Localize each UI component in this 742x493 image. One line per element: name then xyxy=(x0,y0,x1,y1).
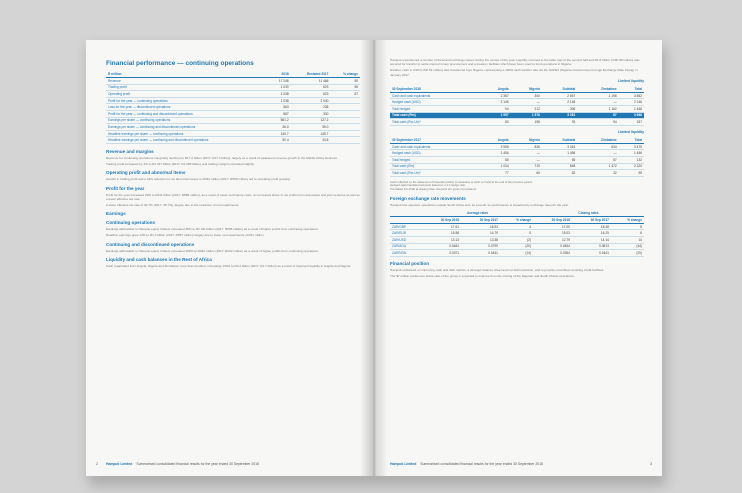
page-title: Financial performance — continuing operations xyxy=(106,60,254,67)
section-paragraph: Cash repatriated from Angola, Nigeria and Zimbabwe more than doubled, increasing 130% to R3.4 billion (2017: R1.7 billion) as a result of improved liquidity in Angola and Nigeria. xyxy=(106,263,352,268)
section-heading: Liquidity and cash balances in the Rest of Africa xyxy=(106,256,212,262)
table-row xyxy=(390,112,644,119)
table-cell: Earnings per share — continuing operations xyxy=(106,117,269,124)
section-heading: Continuing operations xyxy=(106,220,155,226)
table-cell: Trading profit xyxy=(106,84,269,91)
table-cell: 13.38 xyxy=(461,236,500,243)
table-cell: 238 xyxy=(291,104,331,111)
table-cell: Total cash (Rm-Un)* xyxy=(390,170,479,177)
table-cell: 212 xyxy=(511,106,542,113)
table-cell: 300 xyxy=(511,92,542,99)
table-cell: 149.7 xyxy=(269,130,291,137)
column-header: 30 Sep 2017 xyxy=(461,216,500,223)
column-header: Angola xyxy=(479,86,510,93)
fx-heading: Foreign exchange rate movements xyxy=(390,195,466,201)
note-line: Translated into USD at closing rates. Amounts are gross of provisions. xyxy=(390,186,477,191)
table-cell: 2 146 xyxy=(479,99,510,106)
left-page xyxy=(86,40,372,476)
table-cell: Headline earnings per share — continuing and discontinued operations xyxy=(106,137,269,144)
column-header: Subtotal xyxy=(542,137,577,144)
financial-position-heading: Financial position xyxy=(390,260,430,266)
column-header: Angola xyxy=(479,137,510,144)
table-cell: 2 357 xyxy=(479,92,510,99)
table-cell: 0.0441 xyxy=(572,250,611,257)
table-cell: 3 081 xyxy=(542,112,577,119)
page-number: 2 xyxy=(96,462,98,466)
table-cell: 2 146 xyxy=(619,99,644,106)
table-cell: 15.58 xyxy=(422,230,461,237)
table-cell: 3 852 xyxy=(619,92,644,99)
column-header: Zimbabwe xyxy=(577,86,618,93)
table-cell: — xyxy=(511,156,542,163)
section-paragraph: Profit for the year increased 29% to R311 billion (2017: R886 million), as a result of lower net finance costs, an increased share of net profits from associates and joint ventures as well as a lower effective tax rate. xyxy=(106,192,360,201)
table-cell: (20) xyxy=(611,250,644,257)
table-row xyxy=(390,106,644,113)
column-header: Nigeria xyxy=(511,86,542,93)
table-cell: ZAR/NGN xyxy=(390,250,422,257)
table-row xyxy=(390,156,644,163)
table-cell: 65 xyxy=(479,156,510,163)
table-cell: Total hedged xyxy=(390,156,479,163)
table-cell: 2 556 xyxy=(479,143,510,150)
note-line: Hedged cash translated amounts based on a 1:1 hedge ratio. xyxy=(390,183,466,188)
table-row xyxy=(390,250,644,257)
table-cell xyxy=(330,137,360,144)
table-cell: 12.79 xyxy=(533,236,572,243)
table-cell: 1 957 xyxy=(479,112,510,119)
liquidity-table-2017 xyxy=(390,137,644,177)
table-row xyxy=(106,104,360,111)
table-cell: 5 xyxy=(500,230,533,237)
table-cell: 0.0813 xyxy=(572,243,611,250)
table-cell: 17 246 xyxy=(269,78,291,85)
column-header: Nigeria xyxy=(511,137,542,144)
table-cell: 14.14 xyxy=(572,236,611,243)
table-row xyxy=(390,163,644,170)
table-cell: 8 xyxy=(611,230,644,237)
column-header: 30 Sep 2018 xyxy=(422,216,461,223)
footer-text: Summarised consolidated financial results for the year ended 30 September 2018 xyxy=(136,462,259,466)
table-cell: (14) xyxy=(500,250,533,257)
table-cell: 1 456 xyxy=(479,150,510,157)
table-row xyxy=(390,119,644,126)
intro-paragraph: Hampok experienced a number of fiscal and exchange issues during the course of the year. Liquidity returned to the latter part of the second half and R1.8 billion (USD 80 million) was secured for transfer to settle internal Group procurement and a treasury facilities which have been used to fund operations in Nigeria. xyxy=(390,58,640,67)
table-cell: Profit for the year — continuing operations xyxy=(106,97,269,104)
financial-position-paragraph: Hampok embarked on improving cash and debt metrics, a stronger balance sheet and net debt reduction, and to provide committed revolving credit facilities. xyxy=(390,267,605,272)
table-row xyxy=(106,137,360,144)
section-paragraph: Revenue for continuing operations marginally declined to R17.2 billion (2017: R17.4 billion), largely as a result of weakened revenue growth in the Middle Africa business. xyxy=(106,155,338,160)
table-cell: 3 315 xyxy=(542,143,577,150)
table-cell: Hedged cash (USD) xyxy=(390,99,479,106)
table-cell: 17.61 xyxy=(422,223,461,230)
table-cell: Total cash (Rm) xyxy=(390,112,479,119)
table-cell: 3 668 xyxy=(619,112,644,119)
table-cell: ZAR/USD xyxy=(390,236,422,243)
table-cell: Loss for the year — discontinued operations xyxy=(106,104,269,111)
section-heading: Profit for the year xyxy=(106,185,145,191)
table-row xyxy=(106,91,360,98)
table-cell: 1 468 xyxy=(619,106,644,113)
table-cell: 563 xyxy=(269,104,291,111)
table-cell xyxy=(330,130,360,137)
intro-paragraph: Nitrobel, cash in USD (USD 81 million) was transferred from Nigeria, representing a 100% cash transfer rate via the NAFEX (Nigerian Autonomous Foreign Exchange Rate Fixing) in January 2017. xyxy=(390,68,638,77)
financial-summary-table xyxy=(106,71,360,144)
table-cell: 4 xyxy=(500,223,533,230)
section-heading: Continuing and discontinued operations xyxy=(106,241,195,247)
table-cell: 2 040 xyxy=(291,97,331,104)
table-cell: 0.0371 xyxy=(422,250,461,257)
table-cell: 14.79 xyxy=(461,230,500,237)
left-sections xyxy=(106,149,360,268)
table-cell: 50 xyxy=(330,78,360,85)
table-cell: 330 xyxy=(291,110,331,117)
table-row xyxy=(106,97,360,104)
table-cell xyxy=(330,97,360,104)
table-row xyxy=(390,99,644,106)
table-cell: 93 xyxy=(542,119,577,126)
table-cell: 15.03 xyxy=(533,230,572,237)
table-notes xyxy=(390,181,644,192)
table-cell: 13.13 xyxy=(422,236,461,243)
table-cell: Earnings per share — continuing and discontinued operations xyxy=(106,124,269,131)
table-row xyxy=(106,124,360,131)
table-row xyxy=(390,143,644,150)
table-row xyxy=(390,230,644,237)
table-cell: 8 xyxy=(611,223,644,230)
table-row xyxy=(390,223,644,230)
table-row xyxy=(106,110,360,117)
table-cell: Total hedged xyxy=(390,106,479,113)
table-cell: (2) xyxy=(500,236,533,243)
open-brochure xyxy=(86,40,662,476)
table-cell: 2 657 xyxy=(542,92,577,99)
fx-text: Hampok has selective operations outside South Africa and, as a result, its performance is impacted by exchange rates for the year. xyxy=(390,202,569,207)
table-cell: 0.0431 xyxy=(461,250,500,257)
table-cell: 623 xyxy=(291,84,331,91)
table-cell: Profit for the year — continuing and discontinued operations xyxy=(106,110,269,117)
footer-brand: Hampok Limited xyxy=(106,462,133,466)
column-header: % change xyxy=(611,216,644,223)
table-cell: 65 xyxy=(330,84,360,91)
table-cell: 1 038 xyxy=(269,91,291,98)
table-cell xyxy=(330,124,360,131)
column-header: 30 September 2017 xyxy=(390,137,479,144)
table-cell: 55.0 xyxy=(291,124,331,131)
table-cell: 561.2 xyxy=(269,117,291,124)
financial-position-paragraph: The $7 million preference share ratio of the group is expected to improve from the closing of the Nigerian and South African operations. xyxy=(390,273,575,278)
section-heading: Operating profit and abnormal items xyxy=(106,170,186,176)
table-cell: 50.4 xyxy=(269,137,291,144)
table-cell xyxy=(330,117,360,124)
table-cell: Total cash (Rm) xyxy=(390,163,479,170)
table-cell: ZAR/EUR xyxy=(390,230,422,237)
table-cell: 587 xyxy=(269,110,291,117)
table-row xyxy=(106,117,360,124)
table-cell: 10 xyxy=(611,236,644,243)
table-cell: 1 456 xyxy=(542,150,577,157)
column-header: Total xyxy=(619,137,644,144)
table-cell: 0.0354 xyxy=(533,250,572,257)
table-cell: 94 xyxy=(577,119,618,126)
section-paragraph: A lower effective tax rate of 30.7% (2017: 35.7%), largely due to the reduction of net impairments. xyxy=(106,202,240,207)
table-cell: ZAR/AOA xyxy=(390,243,422,250)
section-paragraph: Growth in trading profit and a 33% reduction in net abnormal losses to R442 million (2017: R658 million) led to operating profit growing. xyxy=(106,177,291,182)
table-cell: Hedged cash (USD) xyxy=(390,150,479,157)
note-line: Cash reflected on the statement of financial position comparative to cash on hand at the end of the previous period. xyxy=(390,179,533,184)
table-cell: 3 475 xyxy=(619,143,644,150)
table-caption: Limited liquidity xyxy=(618,78,644,83)
column-header: Restated 2017 xyxy=(291,71,331,78)
table-row xyxy=(106,130,360,137)
table-cell: 132 xyxy=(619,156,644,163)
table-row xyxy=(390,92,644,99)
average-rates-header: Average rates xyxy=(422,210,533,217)
table-cell: 82 xyxy=(542,170,577,177)
table-row xyxy=(106,84,360,91)
table-cell: 719 xyxy=(511,163,542,170)
table-cell: 77 xyxy=(479,170,510,177)
table-cell: 65 xyxy=(542,156,577,163)
table-cell: 1 162 xyxy=(577,106,618,113)
column-header: Subtotal xyxy=(542,86,577,93)
footer-brand: Hampok Limited xyxy=(390,462,417,466)
table-cell: 95 xyxy=(619,170,644,177)
table-cell: 2 146 xyxy=(542,99,577,106)
table-cell: Operating profit xyxy=(106,91,269,98)
table-cell: 67 xyxy=(330,91,360,98)
section-heading: Revenue and margins xyxy=(106,148,154,154)
table-row xyxy=(390,243,644,250)
table-cell: 1 576 xyxy=(511,112,542,119)
table-row xyxy=(390,170,644,177)
section-paragraph: Earnings attributable to Hampok equity holders increased 109% to R464 million (2017: R222 million) as a result of higher profits from continuing operations. xyxy=(106,248,319,253)
section-paragraph: Earnings attributable to Hampok equity holders increased 38% to R1 311 billion (2017: R958 million) as a result of higher profits from continuing operations. xyxy=(106,227,319,232)
table-cell: Total cash (Rm-Un)* xyxy=(390,119,479,126)
fx-rates-table xyxy=(390,210,644,257)
table-cell: 32 xyxy=(577,170,618,177)
table-cell: 0.0641 xyxy=(422,243,461,250)
column-header: % change xyxy=(330,71,360,78)
table-cell: ZAR/GBP xyxy=(390,223,422,230)
table-cell: 1 195 xyxy=(577,92,618,99)
table-cell: — xyxy=(577,150,618,157)
table-cell: (20) xyxy=(500,243,533,250)
column-header: Total xyxy=(619,86,644,93)
table-cell: 0.0454 xyxy=(533,243,572,250)
table-cell: Headline earnings per share — continuing operations xyxy=(106,130,269,137)
table-cell: 187 xyxy=(619,119,644,126)
section-paragraph: Trading profit increased by 3% to R1 317 billion (2017: R1 285 billion) and trading margins increased slightly. xyxy=(106,162,255,167)
column-header: 30 Sep 2018 xyxy=(533,216,572,223)
liquidity-table-2018 xyxy=(390,86,644,126)
table-cell: — xyxy=(511,150,542,157)
table-cell: 306 xyxy=(542,106,577,113)
table-cell: 18.48 xyxy=(572,223,611,230)
table-cell: Cash and cash equivalents xyxy=(390,143,479,150)
table-cell: 2 320 xyxy=(619,163,644,170)
table-cell: 1 456 xyxy=(619,150,644,157)
table-cell: 65 xyxy=(511,170,542,177)
table-cell: 145.7 xyxy=(291,130,331,137)
table-cell: 826 xyxy=(511,143,542,150)
table-row xyxy=(390,150,644,157)
table-cell: 1 030 xyxy=(269,84,291,91)
table-cell: 43.8 xyxy=(291,137,331,144)
table-cell: 198 xyxy=(511,119,542,126)
column-header: R million xyxy=(106,71,269,78)
table-cell: 83 xyxy=(479,119,510,126)
table-cell: 67 xyxy=(577,156,618,163)
footer-text: Summarised consolidated financial results for the year ended 30 September 2018 xyxy=(420,462,543,466)
table-row xyxy=(390,236,644,243)
column-header xyxy=(390,216,422,223)
closing-rates-header: Closing rates xyxy=(533,210,644,217)
table-cell: — xyxy=(577,99,618,106)
table-cell: 1 034 xyxy=(479,163,510,170)
table-cell: — xyxy=(511,99,542,106)
table-cell: 16.93 xyxy=(461,223,500,230)
table-cell xyxy=(330,110,360,117)
left-footer xyxy=(106,462,356,466)
table-cell: 1 472 xyxy=(577,163,618,170)
column-header: Zimbabwe xyxy=(577,137,618,144)
table-cell: 16.25 xyxy=(572,230,611,237)
table-cell: 1 038 xyxy=(269,97,291,104)
table-cell xyxy=(330,104,360,111)
table-cell: Cash and cash equivalents xyxy=(390,92,479,99)
table-cell: 87 xyxy=(577,112,618,119)
table-cell: 0.0799 xyxy=(461,243,500,250)
table-cell: 634 xyxy=(577,143,618,150)
table-cell: 36.0 xyxy=(269,124,291,131)
table-cell: 94 xyxy=(479,106,510,113)
table-cell: 17.00 xyxy=(533,223,572,230)
section-paragraph: Headline earnings grew 14% to R1 3 billion (2017: R957 million) largely due to lower net impairments of R11 million. xyxy=(106,233,265,238)
table-cell: 127.2 xyxy=(291,117,331,124)
table-row xyxy=(106,78,360,85)
right-page xyxy=(372,40,662,476)
section-heading: Earnings xyxy=(106,211,126,217)
table-cell: 848 xyxy=(542,163,577,170)
column-header: 30 Sep 2017 xyxy=(572,216,611,223)
column-header: 2018 xyxy=(269,71,291,78)
table-cell: 623 xyxy=(291,91,331,98)
table-cell: 11 466 xyxy=(291,78,331,85)
table-cell: Revenue xyxy=(106,78,269,85)
page-number: 3 xyxy=(650,462,652,466)
column-header: 30 September 2018 xyxy=(390,86,479,93)
column-header: % change xyxy=(500,216,533,223)
table-caption: Limited liquidity xyxy=(618,129,644,134)
right-footer xyxy=(390,462,644,466)
table-cell: (44) xyxy=(611,243,644,250)
